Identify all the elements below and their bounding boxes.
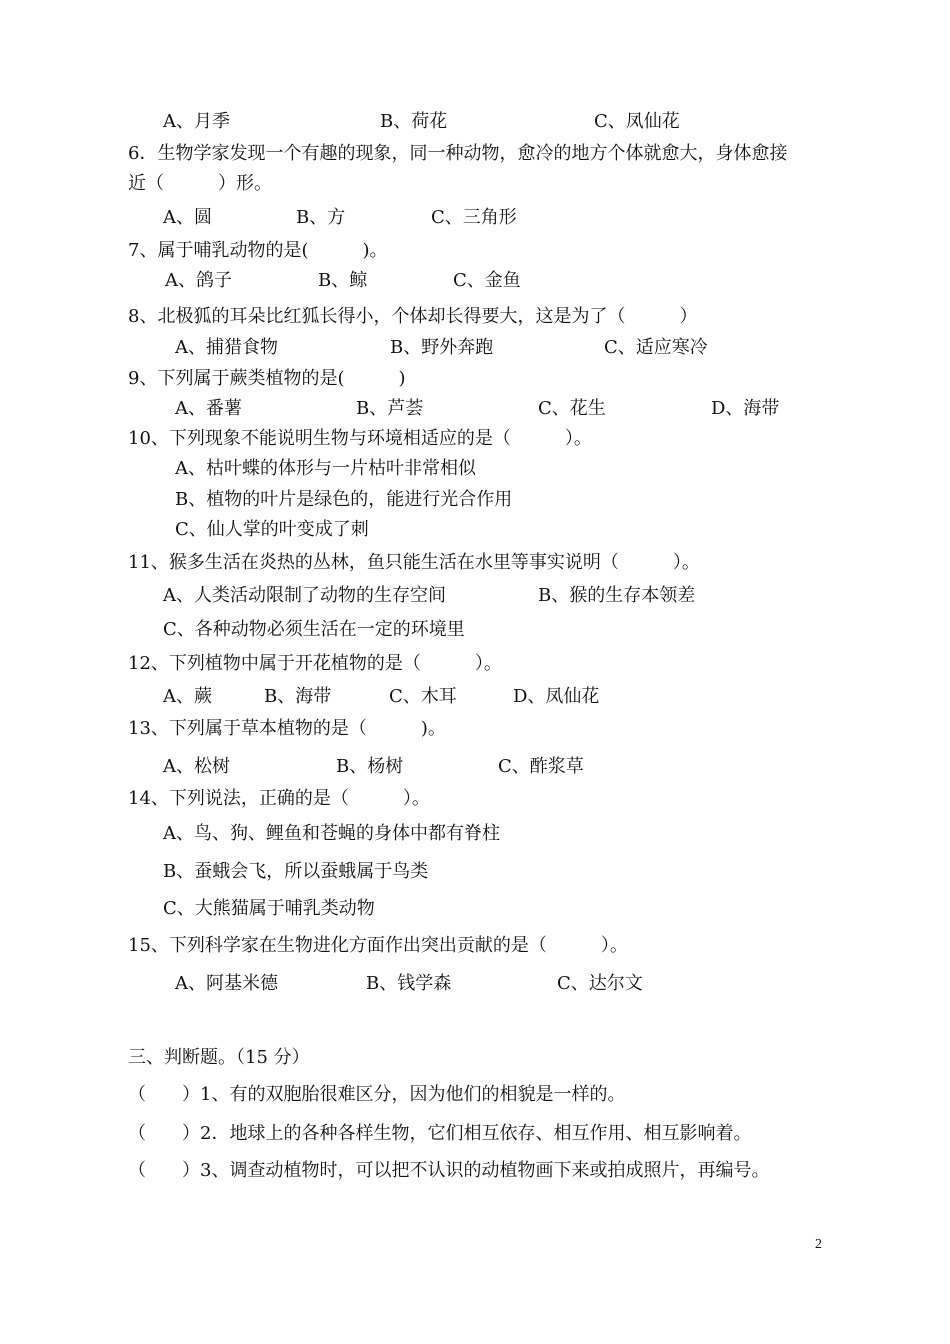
q11-option-b: B、猴的生存本领差 — [538, 585, 696, 606]
q12-stem: 12、下列植物中属于开花植物的是（ ）。 — [128, 653, 502, 674]
q15-option-b: B、钱学森 — [366, 973, 452, 994]
q8-option-c: C、适应寒冷 — [604, 337, 708, 358]
q13-option-c: C、酢浆草 — [498, 756, 584, 777]
q12-option-a: A、蕨 — [163, 686, 212, 707]
q12-option-d: D、凤仙花 — [513, 686, 600, 707]
q7-option-a: A、鸽子 — [165, 270, 232, 291]
q12-option-c: C、木耳 — [389, 686, 457, 707]
q14-stem: 14、下列说法，正确的是（ ）。 — [128, 788, 430, 809]
q6-option-b: B、方 — [296, 207, 346, 228]
q15-option-a: A、阿基米德 — [175, 973, 278, 994]
q5-option-b: B、荷花 — [380, 111, 448, 132]
q6-option-c: C、三角形 — [431, 207, 517, 228]
q5-option-c: C、凤仙花 — [594, 111, 680, 132]
q12-option-b: B、海带 — [264, 686, 332, 707]
judgement-item-1: （ ）1、有的双胞胎很难区分，因为他们的相貌是一样的。 — [128, 1084, 626, 1105]
q6-stem-line1: 6．生物学家发现一个有趣的现象，同一种动物，愈冷的地方个体就愈大，身体愈接 — [128, 143, 788, 164]
q13-option-b: B、杨树 — [336, 756, 404, 777]
q15-option-c: C、达尔文 — [557, 973, 643, 994]
q8-option-b: B、野外奔跑 — [390, 337, 494, 358]
q6-stem-line2: 近（ ）形。 — [128, 173, 272, 194]
q14-option-b: B、蚕蛾会飞，所以蚕蛾属于鸟类 — [163, 861, 429, 882]
page-number: 2 — [815, 1237, 822, 1252]
q9-option-b: B、芦荟 — [356, 398, 424, 419]
q7-option-b: B、鲸 — [318, 270, 368, 291]
q9-option-a: A、番薯 — [175, 398, 242, 419]
q9-stem: 9、下列属于蕨类植物的是( ) — [128, 368, 406, 389]
q10-option-b: B、植物的叶片是绿色的，能进行光合作用 — [175, 489, 513, 510]
q8-option-a: A、捕猎食物 — [175, 337, 278, 358]
q13-option-a: A、松树 — [163, 756, 230, 777]
q9-option-c: C、花生 — [538, 398, 606, 419]
q10-stem: 10、下列现象不能说明生物与环境相适应的是（ ）。 — [128, 428, 592, 449]
section3-title: 三、判断题。（15 分） — [128, 1047, 310, 1068]
q11-option-a: A、人类活动限制了动物的生存空间 — [163, 585, 446, 606]
judgement-item-3: （ ）3、调查动植物时，可以把不认识的动植物画下来或拍成照片，再编号。 — [128, 1160, 770, 1181]
q11-option-c: C、各种动物必须生活在一定的环境里 — [163, 619, 465, 640]
q9-option-d: D、海带 — [711, 398, 780, 419]
judgement-item-2: （ ）2．地球上的各种各样生物，它们相互依存、相互作用、相互影响着。 — [128, 1123, 752, 1144]
q10-option-a: A、枯叶蝶的体形与一片枯叶非常相似 — [175, 458, 476, 479]
q14-option-c: C、大熊猫属于哺乳类动物 — [163, 898, 375, 919]
q15-stem: 15、下列科学家在生物进化方面作出突出贡献的是（ ）。 — [128, 935, 628, 956]
q13-stem: 13、下列属于草本植物的是（ )。 — [128, 718, 446, 739]
q8-stem: 8、北极狐的耳朵比红狐长得小，个体却长得要大，这是为了（ ） — [128, 306, 698, 327]
q11-stem: 11、猴多生活在炎热的丛林，鱼只能生活在水里等事实说明（ ）。 — [128, 552, 700, 573]
q6-option-a: A、圆 — [163, 207, 212, 228]
q14-option-a: A、鸟、狗、鲤鱼和苍蝇的身体中都有脊柱 — [163, 823, 500, 844]
q7-option-c: C、金鱼 — [453, 270, 521, 291]
q7-stem: 7、属于哺乳动物的是( )。 — [128, 240, 388, 261]
q10-option-c: C、仙人掌的叶变成了刺 — [175, 519, 369, 540]
q5-option-a: A、月季 — [163, 111, 230, 132]
